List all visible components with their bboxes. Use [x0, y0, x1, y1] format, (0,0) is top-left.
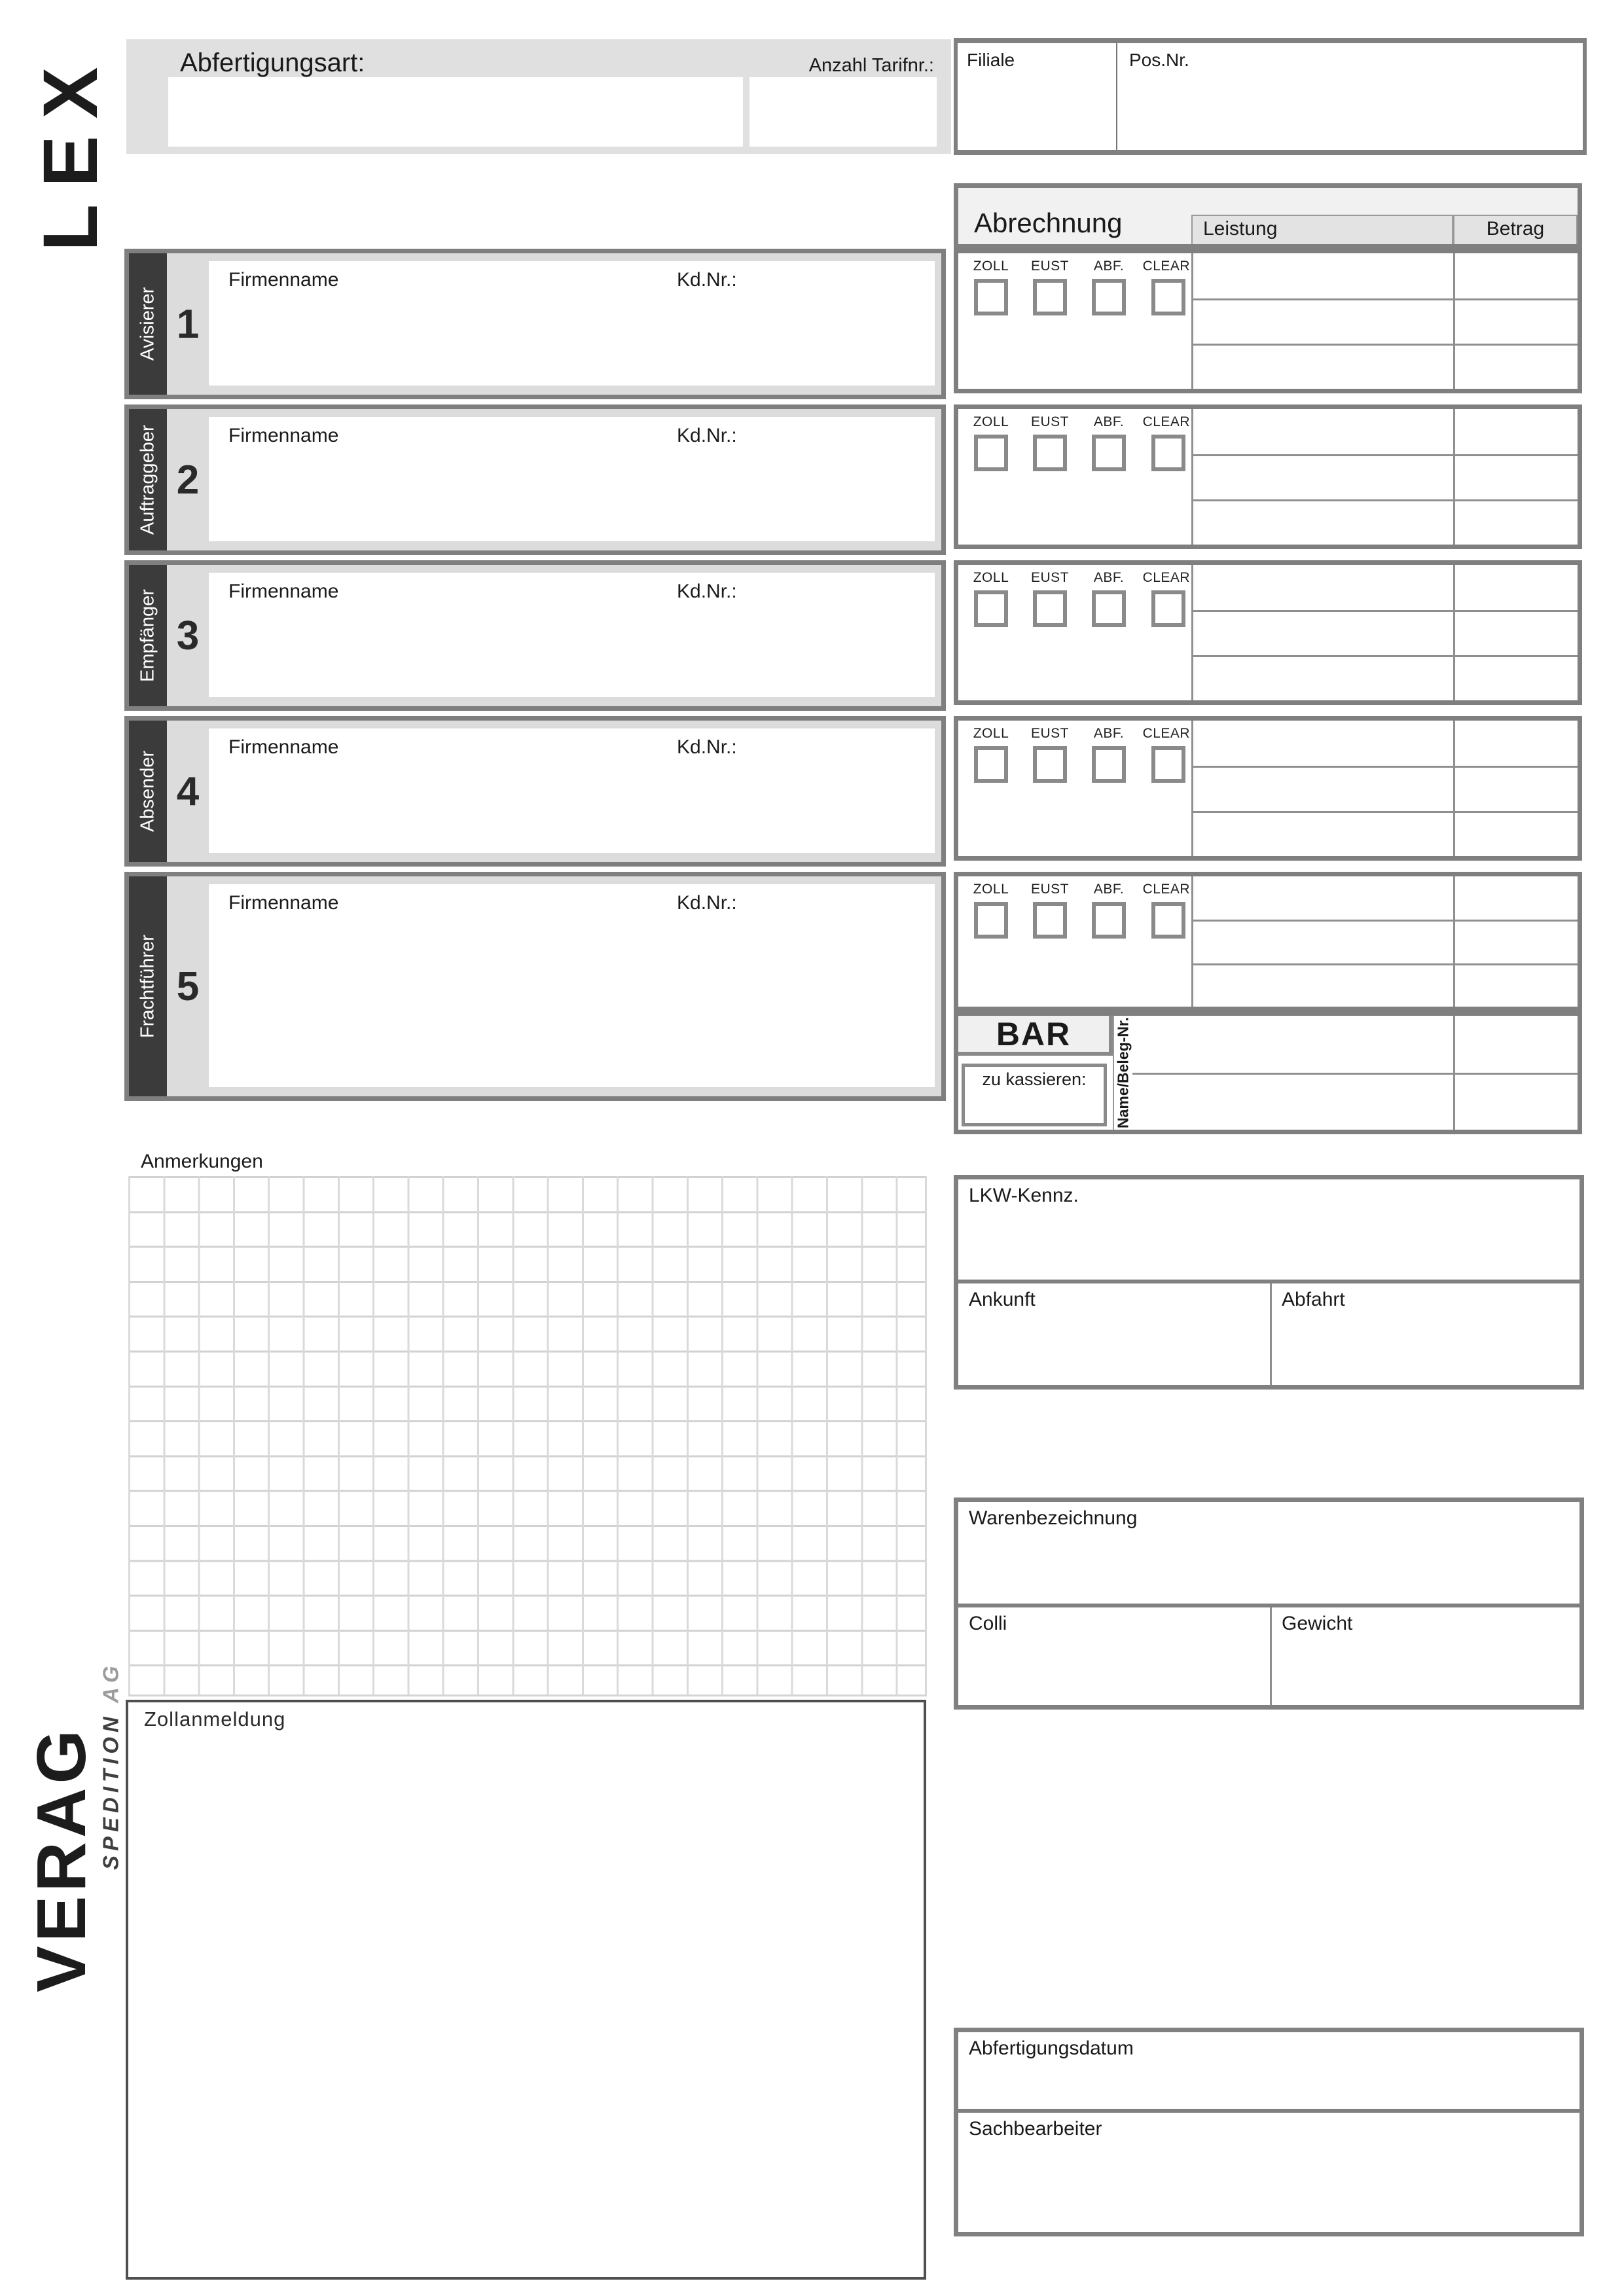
zoll-checkbox[interactable] — [974, 746, 1008, 783]
party-2-strip — [129, 409, 167, 550]
billing-table-1 — [1191, 253, 1578, 389]
abfahrt-input[interactable] — [1272, 1317, 1579, 1385]
firmenname-label: Firmenname — [228, 269, 339, 291]
clear-label: CLEAR. — [1142, 726, 1195, 741]
leistung-cell[interactable] — [1191, 963, 1453, 1007]
abrechnung-title: Abrechnung — [974, 207, 1123, 238]
betrag-label: Betrag — [1486, 218, 1545, 240]
name-beleg-strip — [1113, 1016, 1132, 1130]
abfertigung-divider — [958, 2109, 1579, 2113]
bar-title: BAR — [996, 1015, 1072, 1052]
name-beleg-label: Name/Beleg-Nr. — [1114, 1017, 1132, 1129]
checkbox-zone-2 — [958, 409, 1195, 545]
warenbezeichnung-label: Warenbezeichnung — [969, 1507, 1138, 1529]
anmerkungen-label: Anmerkungen — [141, 1151, 263, 1172]
party-2-label: Auftraggeber — [137, 425, 158, 535]
kdnr-label: Kd.Nr.: — [677, 425, 737, 446]
abf-checkbox[interactable] — [1092, 279, 1126, 315]
colli-label: Colli — [969, 1613, 1007, 1634]
warenbezeichnung-input[interactable] — [958, 1536, 1579, 1602]
party-3-number: 3 — [176, 613, 200, 658]
bar-title-cell — [958, 1016, 1113, 1056]
betrag-cell[interactable] — [1453, 344, 1578, 389]
lkw-box — [954, 1175, 1584, 1390]
party-2-firmenname-field[interactable] — [209, 417, 935, 541]
spedition-text: SPEDITION — [98, 1712, 123, 1871]
leistung-cell[interactable] — [1191, 610, 1453, 655]
abf-label: ABF. — [1093, 726, 1125, 741]
zollanmeldung-box[interactable] — [126, 1700, 926, 2280]
filiale-input[interactable] — [958, 75, 1115, 150]
leistung-column-header — [1191, 215, 1453, 244]
clear-checkbox[interactable] — [1151, 902, 1185, 939]
eust-label: EUST — [1030, 259, 1069, 274]
betrag-cell[interactable] — [1453, 253, 1578, 298]
abrechnung-block-1 — [954, 249, 1582, 393]
lkw-kennz-input[interactable] — [958, 1213, 1579, 1279]
checkbox-zone-4 — [958, 721, 1195, 856]
betrag-cell[interactable] — [1453, 454, 1578, 499]
eust-label: EUST — [1030, 414, 1069, 429]
bar-betrag-cell[interactable] — [1453, 1016, 1578, 1073]
party-4-number: 4 — [176, 768, 200, 814]
abf-label: ABF. — [1093, 570, 1125, 585]
bar-name-cell[interactable] — [1132, 1073, 1453, 1130]
zoll-checkbox[interactable] — [974, 902, 1008, 939]
abrechnung-block-3 — [954, 560, 1582, 705]
billing-table-4 — [1191, 721, 1578, 856]
ankunft-label: Ankunft — [969, 1289, 1036, 1310]
clear-checkbox[interactable] — [1151, 435, 1185, 471]
leistung-cell[interactable] — [1191, 920, 1453, 963]
abf-checkbox[interactable] — [1092, 746, 1126, 783]
party-4-firmenname-field[interactable] — [209, 728, 935, 853]
leistung-cell[interactable] — [1191, 565, 1453, 610]
colli-gewicht-divider — [1270, 1607, 1272, 1705]
abfertigungsdatum-input[interactable] — [958, 2066, 1579, 2108]
betrag-cell[interactable] — [1453, 920, 1578, 963]
party-4-strip — [129, 721, 167, 862]
kdnr-label: Kd.Nr.: — [677, 581, 737, 602]
abf-checkbox[interactable] — [1092, 590, 1126, 627]
checkbox-zone-1 — [958, 253, 1195, 389]
eust-checkbox[interactable] — [1033, 746, 1067, 783]
abfertigungsart-label: Abfertigungsart: — [180, 48, 365, 77]
leistung-cell[interactable] — [1191, 766, 1453, 811]
leistung-cell[interactable] — [1191, 344, 1453, 389]
party-block-avisierer — [124, 249, 946, 399]
lkw-kennz-label: LKW-Kennz. — [969, 1185, 1079, 1206]
betrag-cell[interactable] — [1453, 499, 1578, 545]
firmenname-label: Firmenname — [228, 736, 339, 758]
verag-logo-text: VERAG — [23, 1726, 100, 1993]
abrechnung-block-4 — [954, 716, 1582, 861]
abfertigung-box — [954, 2028, 1584, 2236]
pos-nr-label: Pos.Nr. — [1129, 50, 1189, 70]
zoll-label: ZOLL — [973, 414, 1009, 429]
billing-table-2 — [1191, 409, 1578, 545]
party-5-number: 5 — [176, 963, 200, 1009]
party-1-number: 1 — [176, 301, 200, 347]
leistung-cell[interactable] — [1191, 811, 1453, 856]
waren-box — [954, 1498, 1584, 1710]
gewicht-label: Gewicht — [1282, 1613, 1353, 1634]
abfertigungsart-panel — [126, 39, 951, 154]
ankunft-abfahrt-divider — [1270, 1283, 1272, 1385]
bar-name-cell[interactable] — [1132, 1016, 1453, 1073]
waren-divider — [958, 1604, 1579, 1607]
clear-checkbox[interactable] — [1151, 590, 1185, 627]
colli-input[interactable] — [958, 1641, 1269, 1705]
betrag-cell[interactable] — [1453, 409, 1578, 454]
party-2-number: 2 — [176, 457, 200, 503]
kdnr-label: Kd.Nr.: — [677, 269, 737, 291]
zu-kassieren-label: zu kassieren: — [982, 1069, 1087, 1089]
clear-label: CLEAR. — [1142, 882, 1195, 897]
party-1-label: Avisierer — [137, 287, 158, 361]
party-1-strip — [129, 253, 167, 395]
firmenname-label: Firmenname — [228, 425, 339, 446]
bar-table — [1132, 1016, 1578, 1130]
party-block-frachtfuehrer — [124, 872, 946, 1101]
eust-checkbox[interactable] — [1033, 279, 1067, 315]
leistung-cell[interactable] — [1191, 409, 1453, 454]
betrag-cell[interactable] — [1453, 721, 1578, 766]
betrag-cell[interactable] — [1453, 876, 1578, 920]
eust-checkbox[interactable] — [1033, 590, 1067, 627]
zoll-checkbox[interactable] — [974, 590, 1008, 627]
abf-checkbox[interactable] — [1092, 902, 1126, 939]
party-block-auftraggeber — [124, 404, 946, 555]
clear-label: CLEAR. — [1142, 259, 1195, 274]
clear-label: CLEAR. — [1142, 414, 1195, 429]
abfertigungsdatum-label: Abfertigungsdatum — [969, 2037, 1134, 2059]
abfertigungsart-input[interactable] — [168, 77, 743, 147]
leistung-cell[interactable] — [1191, 253, 1453, 298]
eust-label: EUST — [1030, 726, 1069, 741]
betrag-cell[interactable] — [1453, 610, 1578, 655]
checkbox-zone-5 — [958, 876, 1195, 1007]
firmenname-label: Firmenname — [228, 581, 339, 602]
betrag-column-header — [1453, 215, 1578, 244]
sachbearbeiter-label: Sachbearbeiter — [969, 2118, 1102, 2140]
zollanmeldung-label: Zollanmeldung — [144, 1708, 286, 1731]
spedition-ag-logo — [94, 1661, 127, 1871]
bar-betrag-cell[interactable] — [1453, 1073, 1578, 1130]
ag-text: AG — [98, 1661, 123, 1704]
party-3-label: Empfänger — [137, 589, 158, 682]
eust-checkbox[interactable] — [1033, 435, 1067, 471]
betrag-cell[interactable] — [1453, 655, 1578, 700]
zoll-label: ZOLL — [973, 570, 1009, 585]
zoll-label: ZOLL — [973, 259, 1009, 274]
checkbox-zone-3 — [958, 565, 1195, 700]
anzahl-tarifnr-label: Anzahl Tarifnr.: — [808, 55, 934, 76]
clear-checkbox[interactable] — [1151, 746, 1185, 783]
eust-label: EUST — [1030, 570, 1069, 585]
leistung-cell[interactable] — [1191, 454, 1453, 499]
kdnr-label: Kd.Nr.: — [677, 736, 737, 758]
zoll-checkbox[interactable] — [974, 279, 1008, 315]
billing-table-3 — [1191, 565, 1578, 700]
party-1-firmenname-field[interactable] — [209, 261, 935, 386]
leistung-cell[interactable] — [1191, 655, 1453, 700]
party-4-label: Absender — [137, 750, 158, 833]
zu-kassieren-box[interactable] — [962, 1064, 1107, 1126]
abf-label: ABF. — [1093, 882, 1125, 897]
abrechnung-block-5 — [954, 872, 1582, 1011]
zoll-label: ZOLL — [973, 882, 1009, 897]
lkw-divider — [958, 1280, 1579, 1283]
leistung-cell[interactable] — [1191, 876, 1453, 920]
zoll-checkbox[interactable] — [974, 435, 1008, 471]
leistung-cell[interactable] — [1191, 499, 1453, 545]
party-5-firmenname-field[interactable] — [209, 884, 935, 1087]
eust-checkbox[interactable] — [1033, 902, 1067, 939]
gewicht-input[interactable] — [1272, 1641, 1579, 1705]
lex-logo-text: LEX — [27, 50, 114, 251]
lex-logo — [27, 37, 114, 264]
party-block-empfaenger — [124, 560, 946, 711]
abf-label: ABF. — [1093, 259, 1125, 274]
abf-label: ABF. — [1093, 414, 1125, 429]
anmerkungen-grid[interactable] — [128, 1176, 927, 1696]
zoll-label: ZOLL — [973, 726, 1009, 741]
billing-table-5 — [1191, 876, 1578, 1007]
party-block-absender — [124, 716, 946, 867]
party-3-firmenname-field[interactable] — [209, 573, 935, 697]
pos-nr-input[interactable] — [1117, 75, 1583, 150]
betrag-cell[interactable] — [1453, 811, 1578, 856]
filiale-label: Filiale — [967, 50, 1015, 70]
sachbearbeiter-input[interactable] — [958, 2147, 1579, 2232]
eust-label: EUST — [1030, 882, 1069, 897]
party-5-label: Frachtführer — [137, 935, 158, 1038]
leistung-cell[interactable] — [1191, 298, 1453, 344]
betrag-cell[interactable] — [1453, 766, 1578, 811]
clear-label: CLEAR. — [1142, 570, 1195, 585]
clear-checkbox[interactable] — [1151, 279, 1185, 315]
firmenname-label: Firmenname — [228, 892, 339, 914]
kdnr-label: Kd.Nr.: — [677, 892, 737, 914]
abrechnung-block-2 — [954, 404, 1582, 549]
filiale-posnr-box — [954, 38, 1587, 155]
anzahl-tarifnr-input[interactable] — [749, 77, 937, 147]
verag-logo — [22, 1700, 101, 2018]
abfahrt-label: Abfahrt — [1282, 1289, 1345, 1310]
party-3-strip — [129, 565, 167, 706]
bar-section — [954, 1011, 1582, 1134]
betrag-cell[interactable] — [1453, 565, 1578, 610]
betrag-cell[interactable] — [1453, 298, 1578, 344]
ankunft-input[interactable] — [958, 1317, 1269, 1385]
party-5-strip — [129, 876, 167, 1096]
leistung-cell[interactable] — [1191, 721, 1453, 766]
abf-checkbox[interactable] — [1092, 435, 1126, 471]
abrechnung-header — [954, 183, 1582, 249]
leistung-label: Leistung — [1203, 218, 1278, 240]
betrag-cell[interactable] — [1453, 963, 1578, 1007]
